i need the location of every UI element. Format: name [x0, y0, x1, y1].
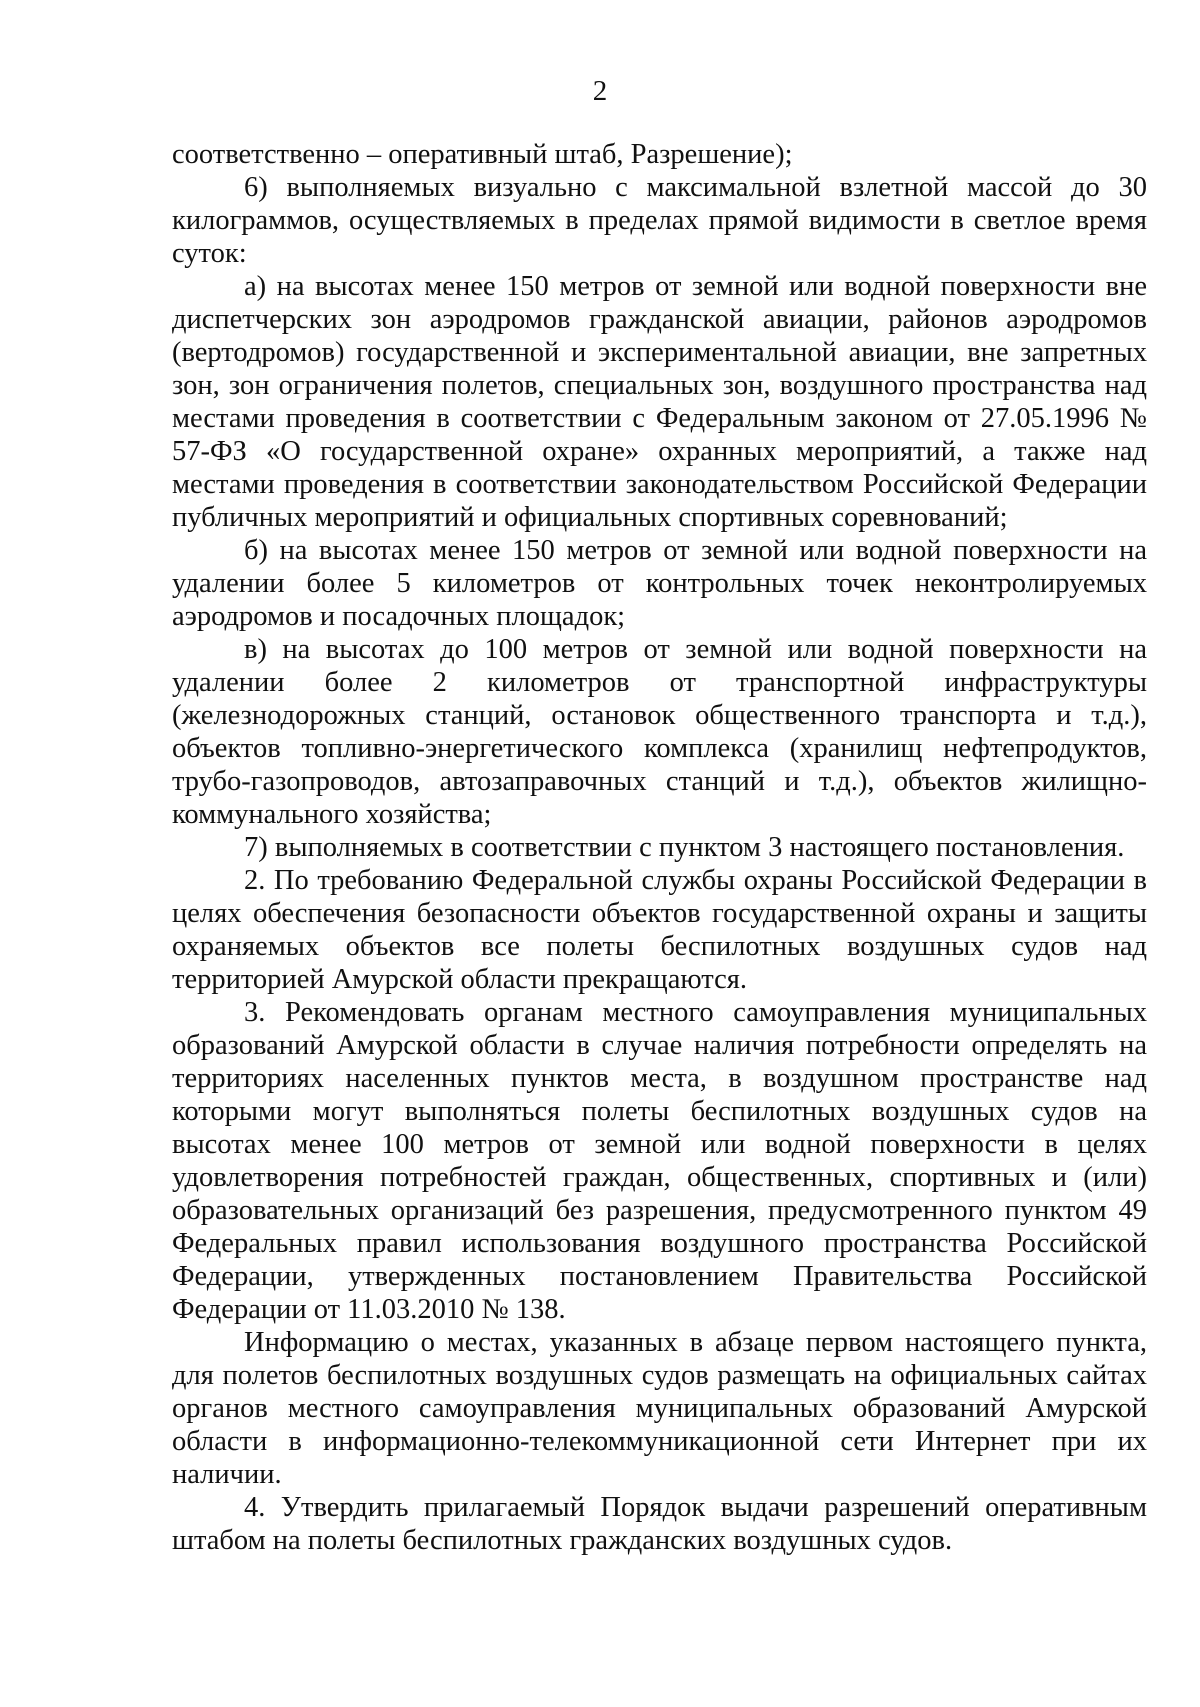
paragraph-item-7: 7) выполняемых в соответствии с пунктом 3 настоящего постановления.: [244, 832, 1125, 863]
paragraph-continuation: соответственно – оперативный штаб, Разрешение);: [172, 139, 793, 170]
paragraph-clause-3-info: Информацию о местах, указанных в абзаце первом настоящего пункта, для полетов беспилотных воздушных судов размещать на официальных сайтах органов местного самоуправления муниципальных образований Амурской области в информационно-телекоммуникационной сети Интернет при их наличии.: [172, 1327, 1147, 1490]
paragraph-item-6: 6) выполняемых визуально с максимальной взлетной массой до 30 килограммов, осуществляемых в пределах прямой видимости в светлое время суток:: [172, 172, 1147, 269]
page-number: 2: [592, 75, 608, 107]
paragraph-clause-4: 4. Утвердить прилагаемый Порядок выдачи разрешений оперативным штабом на полеты беспилотных гражданских воздушных судов.: [172, 1492, 1147, 1556]
paragraph-clause-3: 3. Рекомендовать органам местного самоуправления муниципальных образований Амурской области в случае наличия потребности определять на территориях населенных пунктов места, в воздушном пространстве над которыми могут выполняться полеты беспилотных воздушных судов на высотах менее 100 метров от земной или водной поверхности в целях удовлетворения потребностей граждан, общественных, спортивных и (или) образовательных организаций без разрешения, предусмотренного пунктом 49 Федеральных правил использования воздушного пространства Российской Федерации, утвержденных постановлением Правительства Российской Федерации от 11.03.2010 № 138.: [172, 997, 1147, 1325]
paragraph-subitem-v: в) на высотах до 100 метров от земной или водной поверхности на удалении более 2 километров от транспортной инфраструктуры (железнодорожных станций, остановок общественного транспорта и т.д.), объектов топливно-энергетического комплекса (хранилищ нефтепродуктов, трубо-газопроводов, автозаправочных станций и т.д.), объектов жилищно-коммунального хозяйства;: [172, 634, 1147, 830]
document-body: [172, 138, 1147, 1557]
paragraph-subitem-a: а) на высотах менее 150 метров от земной или водной поверхности вне диспетчерских зон аэродромов гражданской авиации, районов аэродромов (вертодромов) государственной и экспериментальной авиации, вне запретных зон, зон ограничения полетов, специальных зон, воздушного пространства над местами проведения в соответствии с Федеральным законом от 27.05.1996 № 57-ФЗ «О государственной охране» охранных мероприятий, а также над местами проведения в соответствии законодательством Российской Федерации публичных мероприятий и официальных спортивных соревнований;: [172, 271, 1147, 533]
paragraph-clause-2: 2. По требованию Федеральной службы охраны Российской Федерации в целях обеспечения безопасности объектов государственной охраны и защиты охраняемых объектов все полеты беспилотных воздушных судов над территорией Амурской области прекращаются.: [172, 865, 1147, 995]
paragraph-subitem-b: б) на высотах менее 150 метров от земной или водной поверхности на удалении более 5 километров от контрольных точек неконтролируемых аэродромов и посадочных площадок;: [172, 535, 1147, 632]
